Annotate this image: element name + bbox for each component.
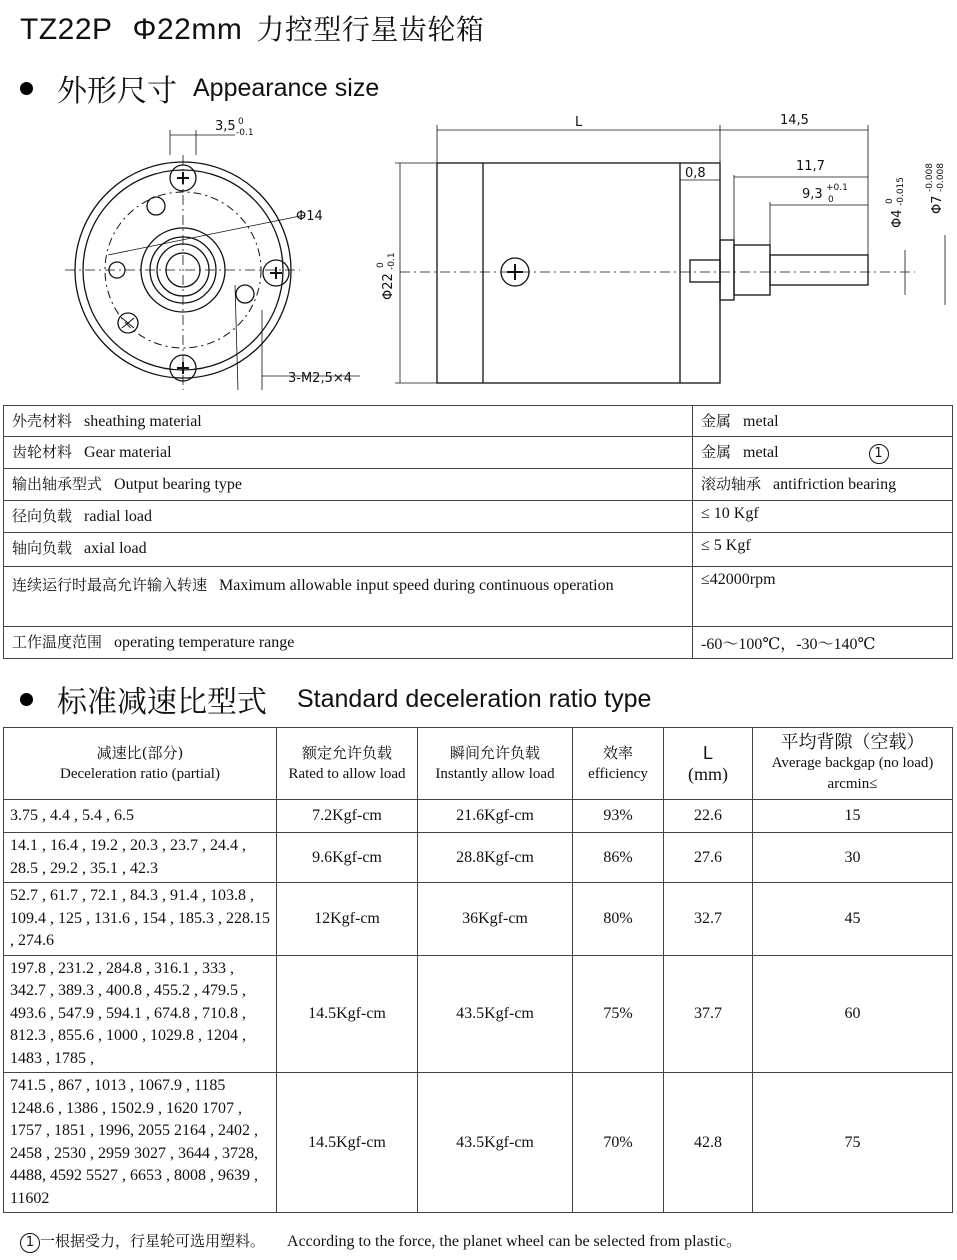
rated-load: 12Kgf-cm xyxy=(277,883,418,956)
efficiency: 80% xyxy=(573,883,664,956)
rated-load: 14.5Kgf-cm xyxy=(277,1073,418,1213)
dim-3-5-tol-low: -0.1 xyxy=(236,128,254,138)
table-row xyxy=(4,883,953,956)
dim-phi4: Φ4 xyxy=(890,209,905,228)
rated-load: 9.6Kgf-cm xyxy=(277,833,418,883)
footnote-en: According to the force, the planet wheel can be selected from plastic。 xyxy=(287,1233,742,1250)
spec-value: ≤42000rpm xyxy=(693,567,953,627)
header-instant: 瞬间允许负载 Instantly allow load xyxy=(418,728,573,800)
dim-phi14: Φ14 xyxy=(296,209,323,224)
rated-load: 14.5Kgf-cm xyxy=(277,955,418,1073)
shaft-collar xyxy=(720,240,734,300)
spec-row xyxy=(4,469,953,501)
dim-phi22: Φ22 xyxy=(381,273,396,300)
spec-label: 径向负载 radial load xyxy=(4,501,693,533)
page-title xyxy=(20,8,484,48)
spec-table xyxy=(3,405,953,659)
header-L: L (mm) xyxy=(664,728,753,800)
model-size: Φ22mm xyxy=(132,13,243,46)
ratio-list: 52.7 , 61.7 , 72.1 , 84.3 , 91.4 , 103.8 , 109.4 , 125 , 131.6 , 154 , 185.3 , 228.15 , 274.6 xyxy=(4,883,277,956)
shaft-output xyxy=(770,255,868,285)
section-en: Appearance size xyxy=(193,73,380,102)
bullet-icon xyxy=(20,82,33,95)
footnote-mark-icon: 1 xyxy=(869,444,889,464)
header-rated: 额定允许负载 Rated to allow load xyxy=(277,728,418,800)
backlash: 75 xyxy=(753,1073,953,1213)
dim-phi22-tol-up: 0 xyxy=(376,262,386,268)
footnote-zh: 一根据受力，行星轮可选用塑料。 xyxy=(40,1232,266,1250)
section-ratio-heading xyxy=(20,677,651,721)
header-efficiency: 效率 efficiency xyxy=(573,728,664,800)
length: 22.6 xyxy=(664,800,753,833)
spec-row xyxy=(4,501,953,533)
dim-3-5: 3,5 xyxy=(215,119,236,134)
dim-14-5: 14,5 xyxy=(780,113,809,128)
spec-label: 外壳材料 sheathing material xyxy=(4,406,693,437)
efficiency: 93% xyxy=(573,800,664,833)
model-name-zh: 力控型行星齿轮箱 xyxy=(256,13,485,46)
length: 27.6 xyxy=(664,833,753,883)
spec-row xyxy=(4,533,953,567)
section-appearance-heading xyxy=(20,66,379,110)
table-row xyxy=(4,1073,953,1213)
dim-phi7: Φ7 xyxy=(930,195,945,214)
spec-label: 连续运行时最高允许输入转速 Maximum allowable input speed during continuous operation xyxy=(4,567,693,627)
efficiency: 75% xyxy=(573,955,664,1073)
dim-phi4-tol-low: -0.015 xyxy=(896,176,906,206)
rated-load: 7.2Kgf-cm xyxy=(277,800,418,833)
dimension-drawing xyxy=(0,110,957,400)
backlash: 45 xyxy=(753,883,953,956)
length: 32.7 xyxy=(664,883,753,956)
dim-phi22-tol-low: -0.1 xyxy=(387,252,397,270)
efficiency: 70% xyxy=(573,1073,664,1213)
ratio-list: 741.5 , 867 , 1013 , 1067.9 , 1185 1248.6 , 1386 , 1502.9 , 1620 1707 , 1757 , 1851 , 1996, 2055 2164 , 2402 , 2458 , 2530 , 2959 3027 , 3644 , 3728, 4488, 4592 5527 , 6653 , 8008 , 9639 , 11602 xyxy=(4,1073,277,1213)
instant-load: 21.6Kgf-cm xyxy=(418,800,573,833)
spec-label: 齿轮材料 Gear material xyxy=(4,437,693,469)
dim-0-8: 0,8 xyxy=(685,166,706,181)
footnote-mark-icon: 1 xyxy=(20,1233,40,1253)
header-backlash: 平均背隙（空载） Average backgap (no load) arcmin≤ xyxy=(753,728,953,800)
spec-value: 滚动轴承 antifriction bearing xyxy=(693,469,953,501)
spec-label: 工作温度范围 operating temperature range xyxy=(4,627,693,659)
ratio-list: 3.75 , 4.4 , 5.4 , 6.5 xyxy=(4,800,277,833)
instant-load: 36Kgf-cm xyxy=(418,883,573,956)
bullet-icon xyxy=(20,693,33,706)
model-name: TZ22P xyxy=(20,13,113,46)
spec-row xyxy=(4,406,953,437)
dim-9-3-tol-up: +0.1 xyxy=(826,183,848,193)
backlash: 30 xyxy=(753,833,953,883)
backlash: 15 xyxy=(753,800,953,833)
spec-value: -60～100℃，-30～140℃ xyxy=(693,627,953,659)
dim-L: L xyxy=(575,115,583,130)
spec-row xyxy=(4,627,953,659)
instant-load: 28.8Kgf-cm xyxy=(418,833,573,883)
spec-value: ≤ 10 Kgf xyxy=(693,501,953,533)
hole-lower xyxy=(236,285,254,303)
length: 42.8 xyxy=(664,1073,753,1213)
section-zh: 标准减速比型式 xyxy=(57,685,267,720)
dim-11-7: 11,7 xyxy=(796,159,825,174)
table-row xyxy=(4,955,953,1073)
efficiency: 86% xyxy=(573,833,664,883)
length: 37.7 xyxy=(664,955,753,1073)
dim-9-3-tol-low: 0 xyxy=(828,195,834,205)
ratio-list: 14.1 , 16.4 , 19.2 , 20.3 , 23.7 , 24.4 , 28.5 , 29.2 , 35.1 , 42.3 xyxy=(4,833,277,883)
spec-row xyxy=(4,567,953,627)
hole-upper xyxy=(147,197,165,215)
section-en: Standard deceleration ratio type xyxy=(297,684,652,713)
ratio-table xyxy=(3,727,953,1213)
section-zh: 外形尺寸 xyxy=(57,74,177,109)
ratio-header-row xyxy=(4,728,953,800)
dim-3-5-tol-up: 0 xyxy=(238,117,244,127)
motor-body xyxy=(437,163,720,383)
dim-phi4-tol-up: 0 xyxy=(885,198,895,204)
backlash: 60 xyxy=(753,955,953,1073)
ratio-list: 197.8 , 231.2 , 284.8 , 316.1 , 333 , 342.7 , 389.3 , 400.8 , 455.2 , 479.5 , 493.6 , 547.9 , 594.1 , 674.8 , 710.8 , 812.3 , 855.6 , 1000 , 1029.8 , 1204 , 1483 , 1785 , xyxy=(4,955,277,1073)
table-row xyxy=(4,800,953,833)
dim-m25: 3-M2,5×4 xyxy=(288,371,353,386)
dim-phi7-tol-up: -0.008 xyxy=(925,162,935,192)
spec-label: 输出轴承型式 Output bearing type xyxy=(4,469,693,501)
shaft-inner xyxy=(690,260,720,282)
instant-load: 43.5Kgf-cm xyxy=(418,1073,573,1213)
table-row xyxy=(4,833,953,883)
dim-phi7-tol-low: -0.008 xyxy=(936,162,946,192)
dim-9-3: 9,3 xyxy=(802,187,823,202)
footnote xyxy=(20,1228,742,1253)
spec-label: 轴向负载 axial load xyxy=(4,533,693,567)
instant-load: 43.5Kgf-cm xyxy=(418,955,573,1073)
header-ratio: 减速比(部分) Deceleration ratio (partial) xyxy=(4,728,277,800)
spec-value: 金属 metal 1 xyxy=(693,437,953,469)
spec-row xyxy=(4,437,953,469)
spec-value: ≤ 5 Kgf xyxy=(693,533,953,567)
shaft-boss xyxy=(734,245,770,295)
spec-value: 金属 metal xyxy=(693,406,953,437)
